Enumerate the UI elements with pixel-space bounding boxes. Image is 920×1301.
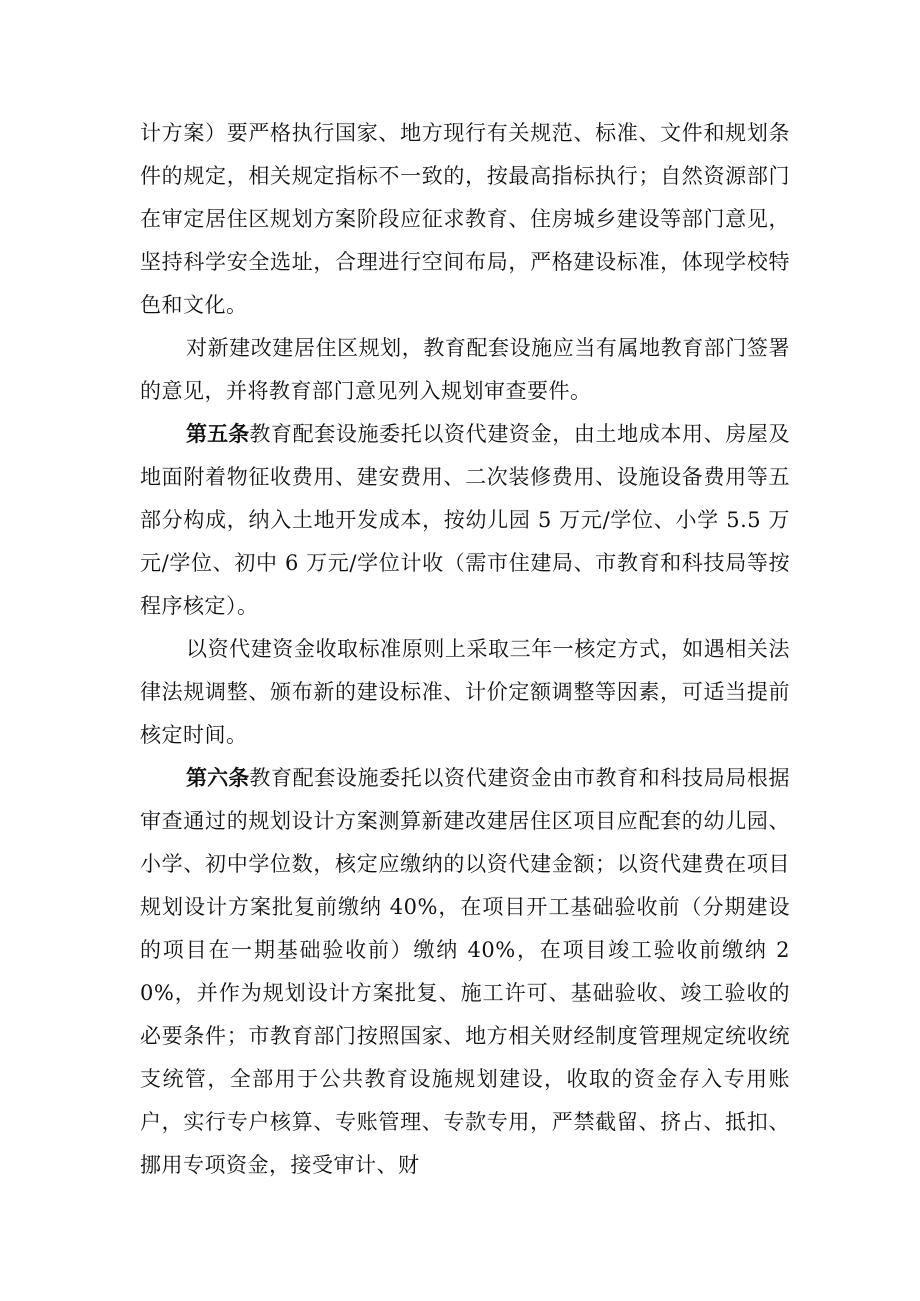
paragraph-text: 对新建改建居住区规划，教育配套设施应当有属地教育部门签署的意见，并将教育部门意见列入规划审查要件。 <box>140 336 790 403</box>
paragraph-article-5 <box>140 413 790 628</box>
paragraph-article-6 <box>140 757 790 1187</box>
paragraph-text: 教育配套设施委托以资代建资金由市教育和科技局局根据审查通过的规划设计方案测算新建改建居住区项目应配套的幼儿园、小学、初中学位数，核定应缴纳的以资代建金额；以资代建费在项目规划设计方案批复前缴纳 40%，在项目开工基础验收前（分期建设的项目在一期基础验收前）缴纳 40%，在项目竣工验收前缴纳 20%，并作为规划设计方案批复、施工许可、基础验收、竣工验收的必要条件；市教育部门按照国家、地方相关财经制度管理规定统收统支统管，全部用于公共教育设施规划建设，收取的资金存入专用账户，实行专户核算、专账管理、专款专用，严禁截留、挤占、抵扣、挪用专项资金，接受审计、财 <box>140 766 790 1177</box>
paragraph-text: 教育配套设施委托以资代建资金，由土地成本用、房屋及地面附着物征收费用、建安费用、二次装修费用、设施设备费用等五部分构成，纳入土地开发成本，按幼儿园 5 万元/学位、小学 5.5 万元/学位、初中 6 万元/学位计收（需市住建局、市教育和科技局等按程序核定）。 <box>140 422 790 618</box>
paragraph-continuation <box>140 112 790 327</box>
body-text <box>140 112 790 1187</box>
paragraph-fee-standard <box>140 628 790 757</box>
article-label: 第五条 <box>186 422 250 446</box>
paragraph-text: 以资代建资金收取标准原则上采取三年一核定方式，如遇相关法律法规调整、颁布新的建设标准、计价定额调整等因素，可适当提前核定时间。 <box>140 637 790 747</box>
paragraph-education-opinion <box>140 327 790 413</box>
paragraph-text: 计方案）要严格执行国家、地方现行有关规范、标准、文件和规划条件的规定，相关规定指标不一致的，按最高指标执行；自然资源部门在审定居住区规划方案阶段应征求教育、住房城乡建设等部门意见，坚持科学安全选址，合理进行空间布局，严格建设标准，体现学校特色和文化。 <box>140 121 790 317</box>
article-label: 第六条 <box>186 766 250 790</box>
